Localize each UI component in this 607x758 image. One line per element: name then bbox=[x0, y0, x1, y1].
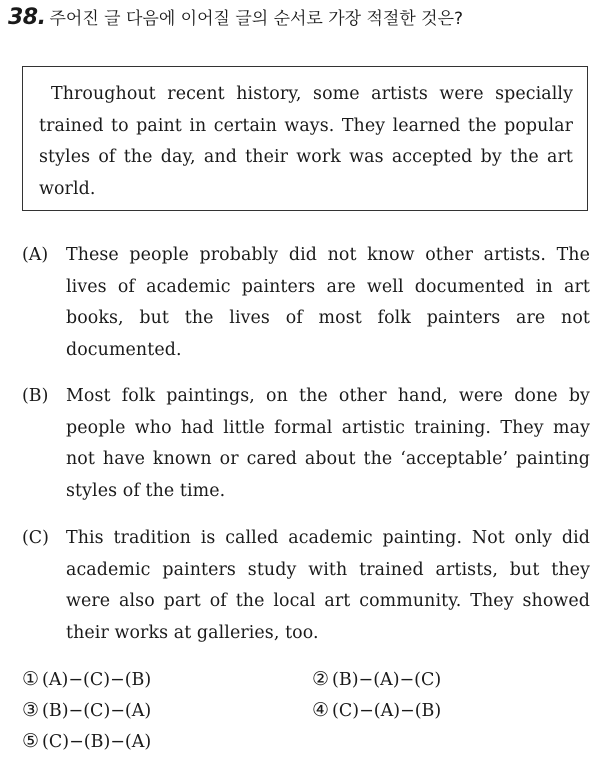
choice-5-order: (C)−(B)−(A) bbox=[42, 732, 152, 752]
choice-5-number: ⑤ bbox=[22, 730, 40, 752]
choice-1-order: (A)−(C)−(B) bbox=[42, 670, 152, 690]
choice-2-order: (B)−(A)−(C) bbox=[332, 670, 442, 690]
option-a-text: These people probably did not know other artists. The lives of academic painters are well documented in art books, but the lives of most folk painters are not documented. bbox=[66, 245, 590, 360]
choice-3-order: (B)−(C)−(A) bbox=[42, 701, 152, 721]
answer-choice-2[interactable] bbox=[312, 664, 441, 696]
question-number: 38. bbox=[8, 5, 46, 30]
question-prompt: 주어진 글 다음에 이어질 글의 순서로 가장 적절한 것은? bbox=[49, 9, 464, 29]
option-c-label: (C) bbox=[22, 528, 49, 548]
choice-3-number: ③ bbox=[22, 699, 40, 721]
option-a-label: (A) bbox=[22, 245, 49, 265]
choice-1-number: ① bbox=[22, 668, 40, 690]
given-passage-box bbox=[22, 66, 588, 211]
option-c-text: This tradition is called academic painting. Not only did academic painters study with trained artists, but they were also part of the local art community. They showed their works at galleries, too. bbox=[66, 528, 590, 643]
answer-choice-1[interactable] bbox=[22, 664, 151, 696]
answer-choice-5[interactable] bbox=[22, 726, 151, 758]
given-passage-text: Throughout recent history, some artists were specially trained to paint in certain ways. They learned the popular styles of the day, and their work was accepted by the art world. bbox=[39, 84, 573, 199]
option-b-text: Most folk paintings, on the other hand, were done by people who had little formal artistic training. They may not have known or cared about the ‘acceptable’ painting styles of the time. bbox=[66, 386, 590, 501]
answer-choices bbox=[22, 664, 592, 756]
choice-4-order: (C)−(A)−(B) bbox=[332, 701, 442, 721]
choice-2-number: ② bbox=[312, 668, 330, 690]
option-b-label: (B) bbox=[22, 386, 49, 406]
question-header bbox=[8, 4, 463, 34]
answer-choice-3[interactable] bbox=[22, 695, 151, 727]
choice-4-number: ④ bbox=[312, 699, 330, 721]
answer-choice-4[interactable] bbox=[312, 695, 441, 727]
